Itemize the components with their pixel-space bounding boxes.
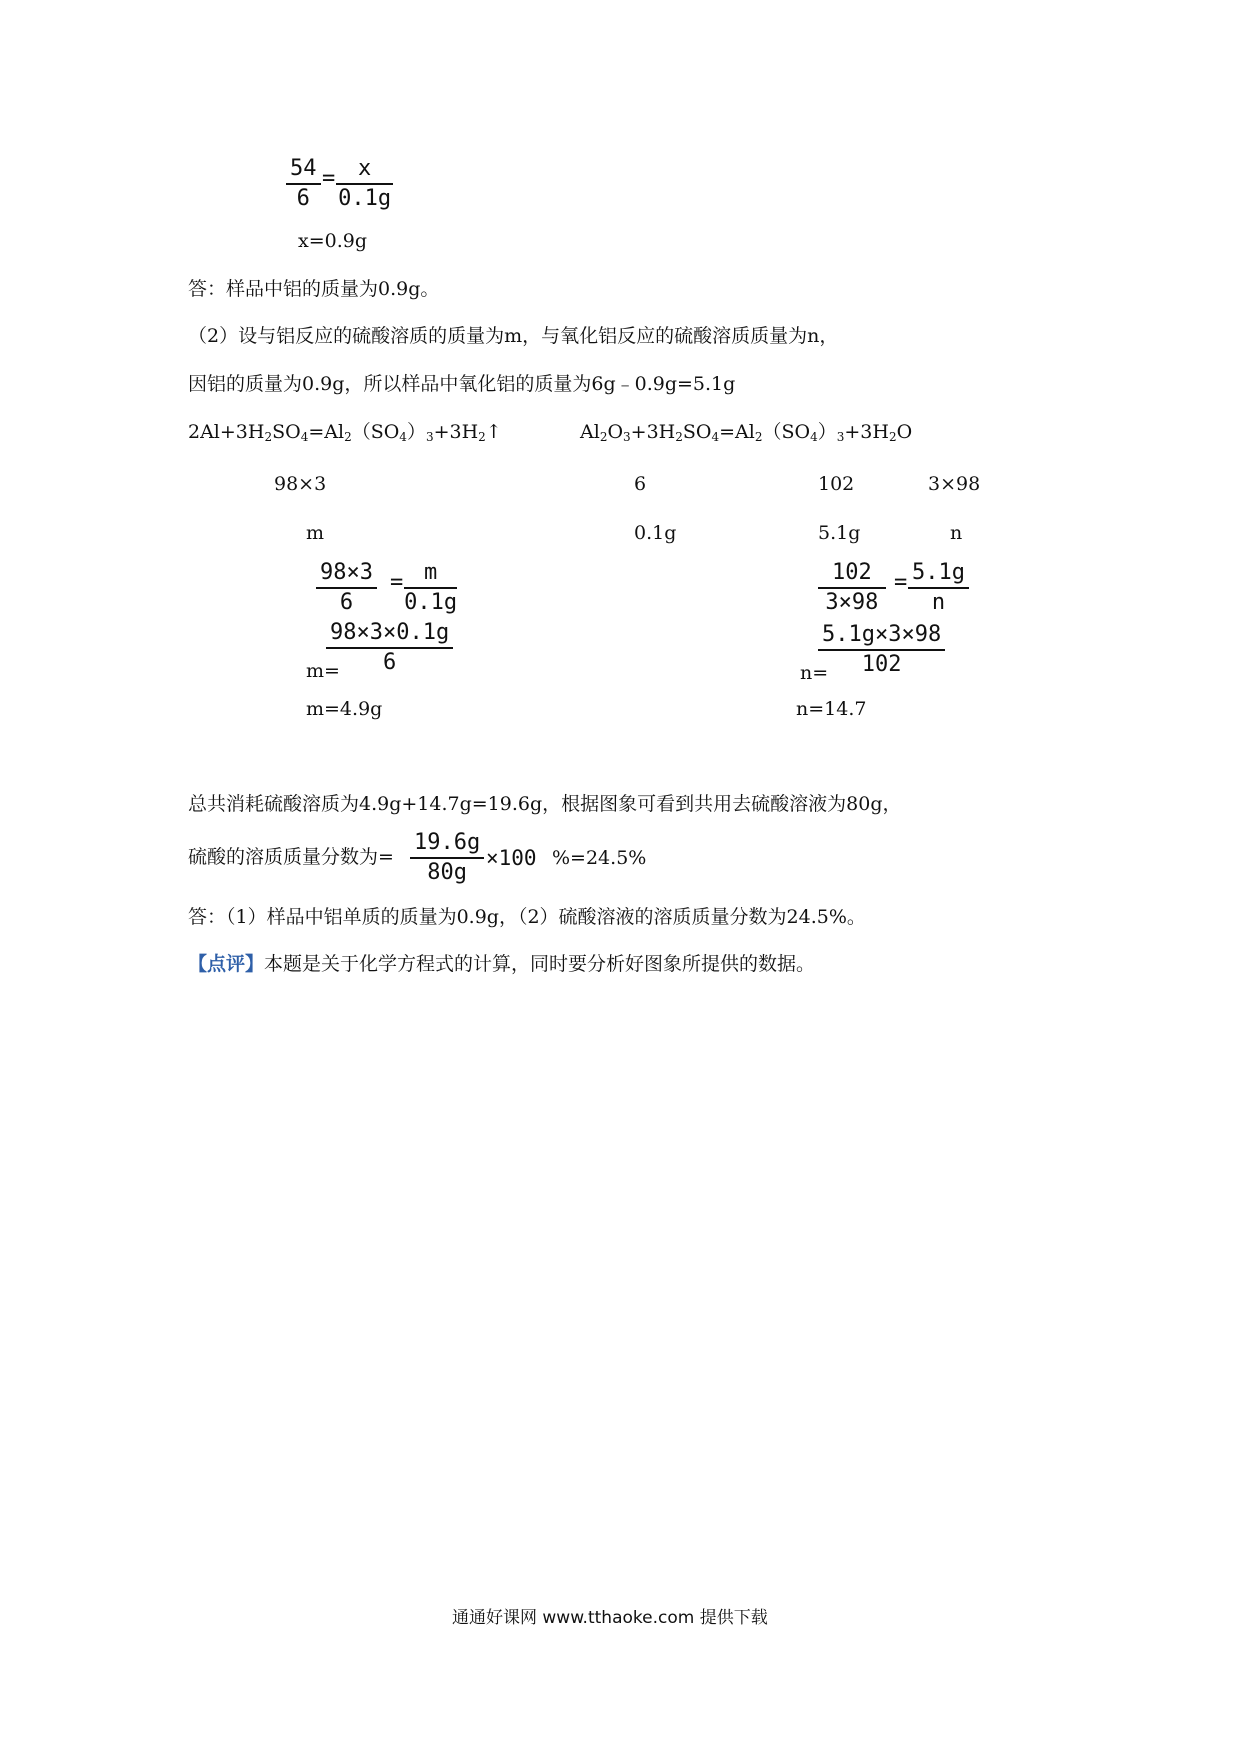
numerator: 98×3×0.1g xyxy=(326,622,453,649)
reaction-alumina: $Al_2O_3+3H_2SO_4=Al_2(SO_4)_3+3H_2O$ xyxy=(580,421,913,444)
fraction-102-over-3x98 xyxy=(818,562,886,614)
fraction-m-over-0.1g xyxy=(404,562,457,614)
denominator: 80g xyxy=(427,860,467,885)
reaction-aluminum: $2Al+3H_2SO_4=Al_2(SO_4)_3+3H_2↑$ xyxy=(188,421,502,444)
unknown-n: n xyxy=(950,522,963,544)
times-100: ×100 xyxy=(486,846,537,870)
ratio-alumina-mass: 102 xyxy=(818,473,855,495)
numerator: 98×3 xyxy=(316,562,377,589)
mass-fraction-prefix: 硫酸的溶质质量分数为= xyxy=(188,846,394,868)
numerator: 54 xyxy=(286,158,321,185)
equals-sign: = xyxy=(322,166,336,191)
answer-2: 答：（1）样品中铝单质的质量为0.9g，（2）硫酸溶液的溶质质量分数为24.5%。 xyxy=(188,906,866,928)
n-equals: n= xyxy=(800,662,829,684)
denominator: 6 xyxy=(339,590,354,615)
x-result: x=0.9g xyxy=(298,230,368,252)
numerator: 19.6g xyxy=(410,832,484,859)
fraction-n-calculation xyxy=(818,624,945,676)
answer-1: 答：样品中铝的质量为0.9g。 xyxy=(188,278,440,300)
ratio-sulfuric-mass-left: 98×3 xyxy=(274,473,327,495)
fraction-98x3-over-6 xyxy=(316,562,377,614)
fraction-m-calculation xyxy=(326,622,453,674)
comment-label: 【点评】 xyxy=(188,953,265,975)
part-2-setup: （2）设与铝反应的硫酸溶质的质量为m，与氧化铝反应的硫酸溶质质量为n， xyxy=(188,325,839,347)
fraction-5.1g-over-n xyxy=(908,562,969,614)
comment xyxy=(188,955,815,974)
comment-text: 本题是关于化学方程式的计算，同时要分析好图象所提供的数据。 xyxy=(264,953,816,975)
numerator: 5.1g xyxy=(908,562,969,589)
fraction-x-over-0.1g xyxy=(336,158,393,210)
numerator: m xyxy=(404,562,457,589)
equals-sign: = xyxy=(390,570,404,595)
unknown-m: m xyxy=(306,522,325,544)
m-equals: m= xyxy=(306,660,340,682)
numerator: x xyxy=(336,158,393,185)
denominator: 6 xyxy=(382,650,397,675)
numerator: 5.1g×3×98 xyxy=(818,624,945,651)
ratio-sulfuric-mass-right: 3×98 xyxy=(928,473,981,495)
footer-source: 通通好课网 www.tthaoke.com 提供下载 xyxy=(452,1608,768,1628)
denominator: 0.1g xyxy=(338,186,392,211)
n-result: n=14.7 xyxy=(796,698,867,720)
denominator: 102 xyxy=(861,652,902,677)
numerator: 102 xyxy=(818,562,886,589)
mass-fraction-result: %=24.5% xyxy=(552,847,647,869)
m-result: m=4.9g xyxy=(306,698,383,720)
denominator: 3×98 xyxy=(825,590,879,615)
fraction-19.6g-over-80g xyxy=(410,832,484,884)
fraction-54-over-6 xyxy=(286,158,321,210)
alumina-mass-value: 5.1g xyxy=(818,522,861,544)
part-2-alumina-mass: 因铝的质量为0.9g，所以样品中氧化铝的质量为6g﹣0.9g=5.1g xyxy=(188,373,736,395)
total-sulfuric-line: 总共消耗硫酸溶质为4.9g+14.7g=19.6g，根据图象可看到共用去硫酸溶液为80g， xyxy=(188,793,902,815)
ratio-hydrogen-mass: 6 xyxy=(634,473,647,495)
denominator: n xyxy=(931,590,946,615)
denominator: 0.1g xyxy=(404,590,458,615)
equals-sign: = xyxy=(894,570,908,595)
denominator: 6 xyxy=(296,186,310,211)
hydrogen-mass-value: 0.1g xyxy=(634,522,677,544)
